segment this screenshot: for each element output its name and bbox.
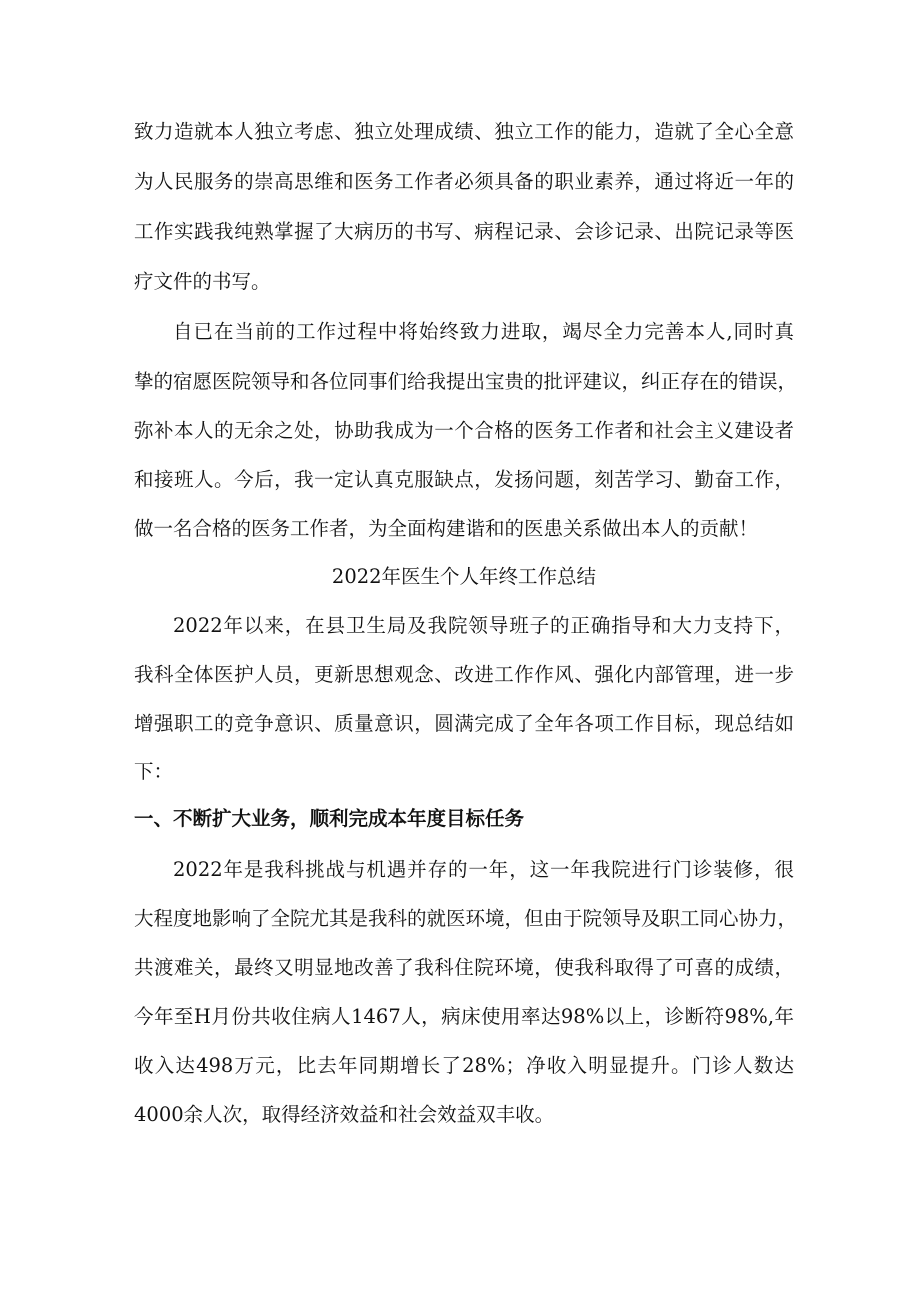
document-title: 2022年医生个人年终工作总结: [331, 565, 597, 588]
paragraph-2-line-4: 和接班人。今后，我一定认真克服缺点，发扬问题，刻苦学习、勤奋工作，: [134, 468, 794, 491]
paragraph-1-line-4: 疗文件的书写。: [134, 270, 271, 293]
paragraph-2-line-2: 挚的宿愿医院领导和各位同事们给我提出宝贵的批评建议，纠正存在的错误，: [134, 370, 798, 393]
paragraph-3-line-3: 增强职工的竞争意识、质量意识，圆满完成了全年各项工作目标，现总结如: [134, 712, 794, 735]
paragraph-4-line-2: 大程度地影响了全院尤其是我科的就医环境，但由于院领导及职工同心协力，: [134, 907, 798, 930]
section-heading: 一、不断扩大业务，顺利完成本年度目标任务: [134, 807, 525, 830]
paragraph-2-line-1: 自已在当前的工作过程中将始终致力进取，竭尽全力完善本人,同时真: [173, 320, 794, 343]
paragraph-3-line-1: 2022年以来，在县卫生局及我院领导班子的正确指导和大力支持下，: [173, 614, 794, 637]
paragraph-4-line-5: 收入达498万元，比去年同期增长了28%；净收入明显提升。门诊人数达: [134, 1054, 794, 1077]
paragraph-2-line-3: 弥补本人的无余之处，协助我成为一个合格的医务工作者和社会主义建设者: [134, 419, 794, 442]
paragraph-3-line-2: 我科全体医护人员，更新思想观念、改进工作作风、强化内部管理，进一步: [134, 663, 794, 686]
paragraph-2-line-5: 做一名合格的医务工作者，为全面构建谐和的医患关系做出本人的贡献！: [134, 517, 759, 540]
paragraph-4-line-1: 2022年是我科挑战与机遇并存的一年，这一年我院进行门诊装修，很: [173, 858, 794, 881]
paragraph-1-line-2: 为人民服务的崇高思维和医务工作者必须具备的职业素养，通过将近一年的: [134, 170, 794, 193]
paragraph-4-line-6: 4000余人次，取得经济效益和社会效益双丰收。: [134, 1103, 555, 1126]
paragraph-4-line-3: 共渡难关，最终又明显地改善了我科住院环境，使我科取得了可喜的成绩，: [134, 956, 794, 979]
paragraph-4-line-4: 今年至H月份共收住病人1467人，病床使用率达98%以上，诊断符98%,年: [134, 1005, 794, 1028]
paragraph-1-line-1: 致力造就本人独立考虑、独立处理成绩、独立工作的能力，造就了全心全意: [134, 120, 794, 143]
paragraph-1-line-3: 工作实践我纯熟掌握了大病历的书写、病程记录、会诊记录、出院记录等医: [134, 220, 794, 243]
paragraph-3-line-4: 下：: [134, 760, 174, 783]
